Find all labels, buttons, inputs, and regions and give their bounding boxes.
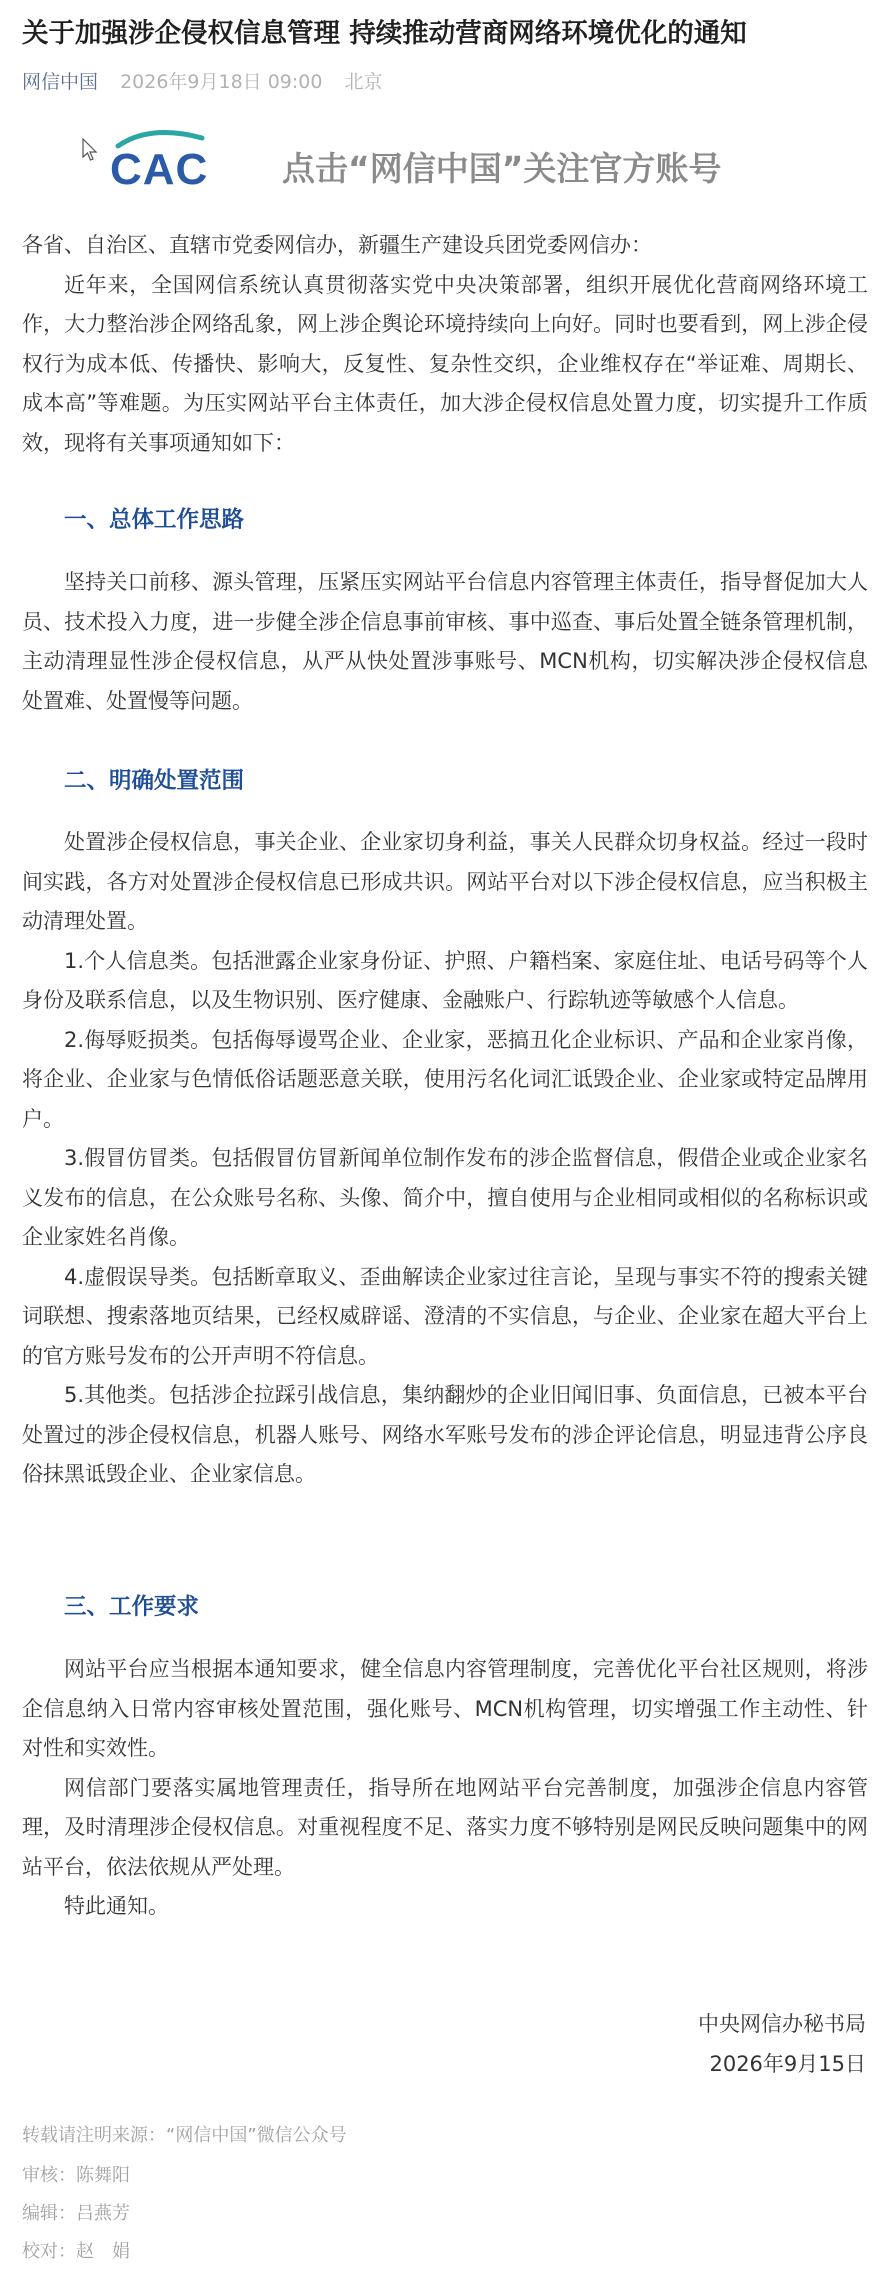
section1-block xyxy=(22,563,868,721)
item-other: 5.其他类。包括涉企拉踩引战信息，集纳翻炒的企业旧闻旧事、负面信息，已被本平台处置过的涉企侵权信息，机器人账号、网络水军账号发布的涉企评论信息，明显违背公序良俗抹黑诋毁企业、企业家信息。 xyxy=(22,1383,868,1486)
section2-block xyxy=(22,823,868,1495)
section2-intro: 处置涉企侵权信息，事关企业、企业家切身利益，事关人民群众切身权益。经过一段时间实践，各方对处置涉企侵权信息已形成共识。网站平台对以下涉企侵权信息，应当积极主动清理处置。 xyxy=(22,830,868,933)
source-account-link[interactable]: 网信中国 xyxy=(22,71,99,93)
article-meta xyxy=(22,68,383,96)
section1-paragraph: 坚持关口前移、源头管理，压紧压实网站平台信息内容管理主体责任，指导督促加大人员、技术投入力度，进一步健全涉企信息事前审核、事中巡查、事后处置全链条管理机制，主动清理显性涉企侵权信息，从严从快处置涉事账号、MCN机构，切实解决涉企侵权信息处置难、处置慢等问题。 xyxy=(22,570,868,713)
follow-banner[interactable] xyxy=(110,128,800,192)
closing-line: 特此通知。 xyxy=(64,1894,169,1918)
item-misleading: 4.虚假误导类。包括断章取义、歪曲解读企业家过往言论，呈现与事实不符的搜索关键词联想、搜索落地页结果，已经权威辟谣、澄清的不实信息，与企业、企业家在超大平台上的官方账号发布的公开声明不符信息。 xyxy=(22,1264,868,1368)
mouse-cursor-icon xyxy=(82,138,98,162)
item-insult: 2.侮辱贬损类。包括侮辱谩骂企业、企业家，恶搞丑化企业标识、产品和企业家肖像，将企业、企业家与色情低俗话题恶意关联，使用污名化词汇诋毁企业、企业家或特定品牌用户。 xyxy=(22,1027,868,1131)
section3-paragraph-1: 网站平台应当根据本通知要求，健全信息内容管理制度，完善优化平台社区规则，将涉企信息纳入日常内容审核处置范围，强化账号、MCN机构管理，切实增强工作主动性、针对性和实效性。 xyxy=(22,1657,868,1760)
publish-location: 北京 xyxy=(344,71,383,93)
greeting: 各省、自治区、直辖市党委网信办，新疆生产建设兵团党委网信办： xyxy=(22,233,652,257)
greeting-block xyxy=(22,226,868,463)
section2-heading: 二、明确处置范围 xyxy=(64,768,245,794)
signature-date: 2026年9月15日 xyxy=(709,2052,866,2076)
article-title: 关于加强涉企侵权信息管理 持续推动营商网络环境优化的通知 xyxy=(22,18,747,49)
logo-text: CAC xyxy=(110,145,209,192)
signature: 中央网信办秘书局 xyxy=(698,2012,866,2036)
publish-date: 2026年9月18日 09:00 xyxy=(120,71,323,93)
banner-slogan: 点击“网信中国”关注官方账号 xyxy=(282,149,722,188)
item-personal-info: 1.个人信息类。包括泄露企业家身份证、护照、户籍档案、家庭住址、电话号码等个人身份及联系信息，以及生物识别、医疗健康、金融账户、行踪轨迹等敏感个人信息。 xyxy=(22,948,868,1012)
reviewer-credit: 审核：陈舞阳 xyxy=(22,2165,130,2186)
section3-paragraph-2: 网信部门要落实属地管理责任，指导所在地网站平台完善制度，加强涉企信息内容管理，及时清理涉企侵权信息。对重视程度不足、落实力度不够特别是网民反映问题集中的网站平台，依法依规从严处理。 xyxy=(22,1775,868,1879)
section3-block xyxy=(22,1650,868,1927)
intro-paragraph: 近年来，全国网信系统认真贯彻落实党中央决策部署，组织开展优化营商网络环境工作，大力整治涉企网络乱象，网上涉企舆论环境持续向上向好。同时也要看到，网上涉企侵权行为成本低、传播快、影响大，反复性、复杂性交织，企业维权存在“举证难、周期长、成本高”等难题。为压实网站平台主体责任，加大涉企侵权信息处置力度，切实提升工作质效，现将有关事项通知如下： xyxy=(22,272,868,455)
reprint-notice: 转载请注明来源：“网信中国”微信公众号 xyxy=(22,2125,347,2146)
editor-credit: 编辑：吕燕芳 xyxy=(22,2203,130,2224)
section1-heading: 一、总体工作思路 xyxy=(64,507,245,533)
section3-heading: 三、工作要求 xyxy=(64,1594,200,1620)
cac-logo xyxy=(110,128,800,192)
proofreader-credit: 校对：赵 娟 xyxy=(22,2241,130,2262)
item-impersonation: 3.假冒仿冒类。包括假冒仿冒新闻单位制作发布的涉企监督信息，假借企业或企业家名义发布的信息，在公众账号名称、头像、简介中，擅自使用与企业相同或相似的名称标识或企业家姓名肖像。 xyxy=(22,1146,868,1249)
